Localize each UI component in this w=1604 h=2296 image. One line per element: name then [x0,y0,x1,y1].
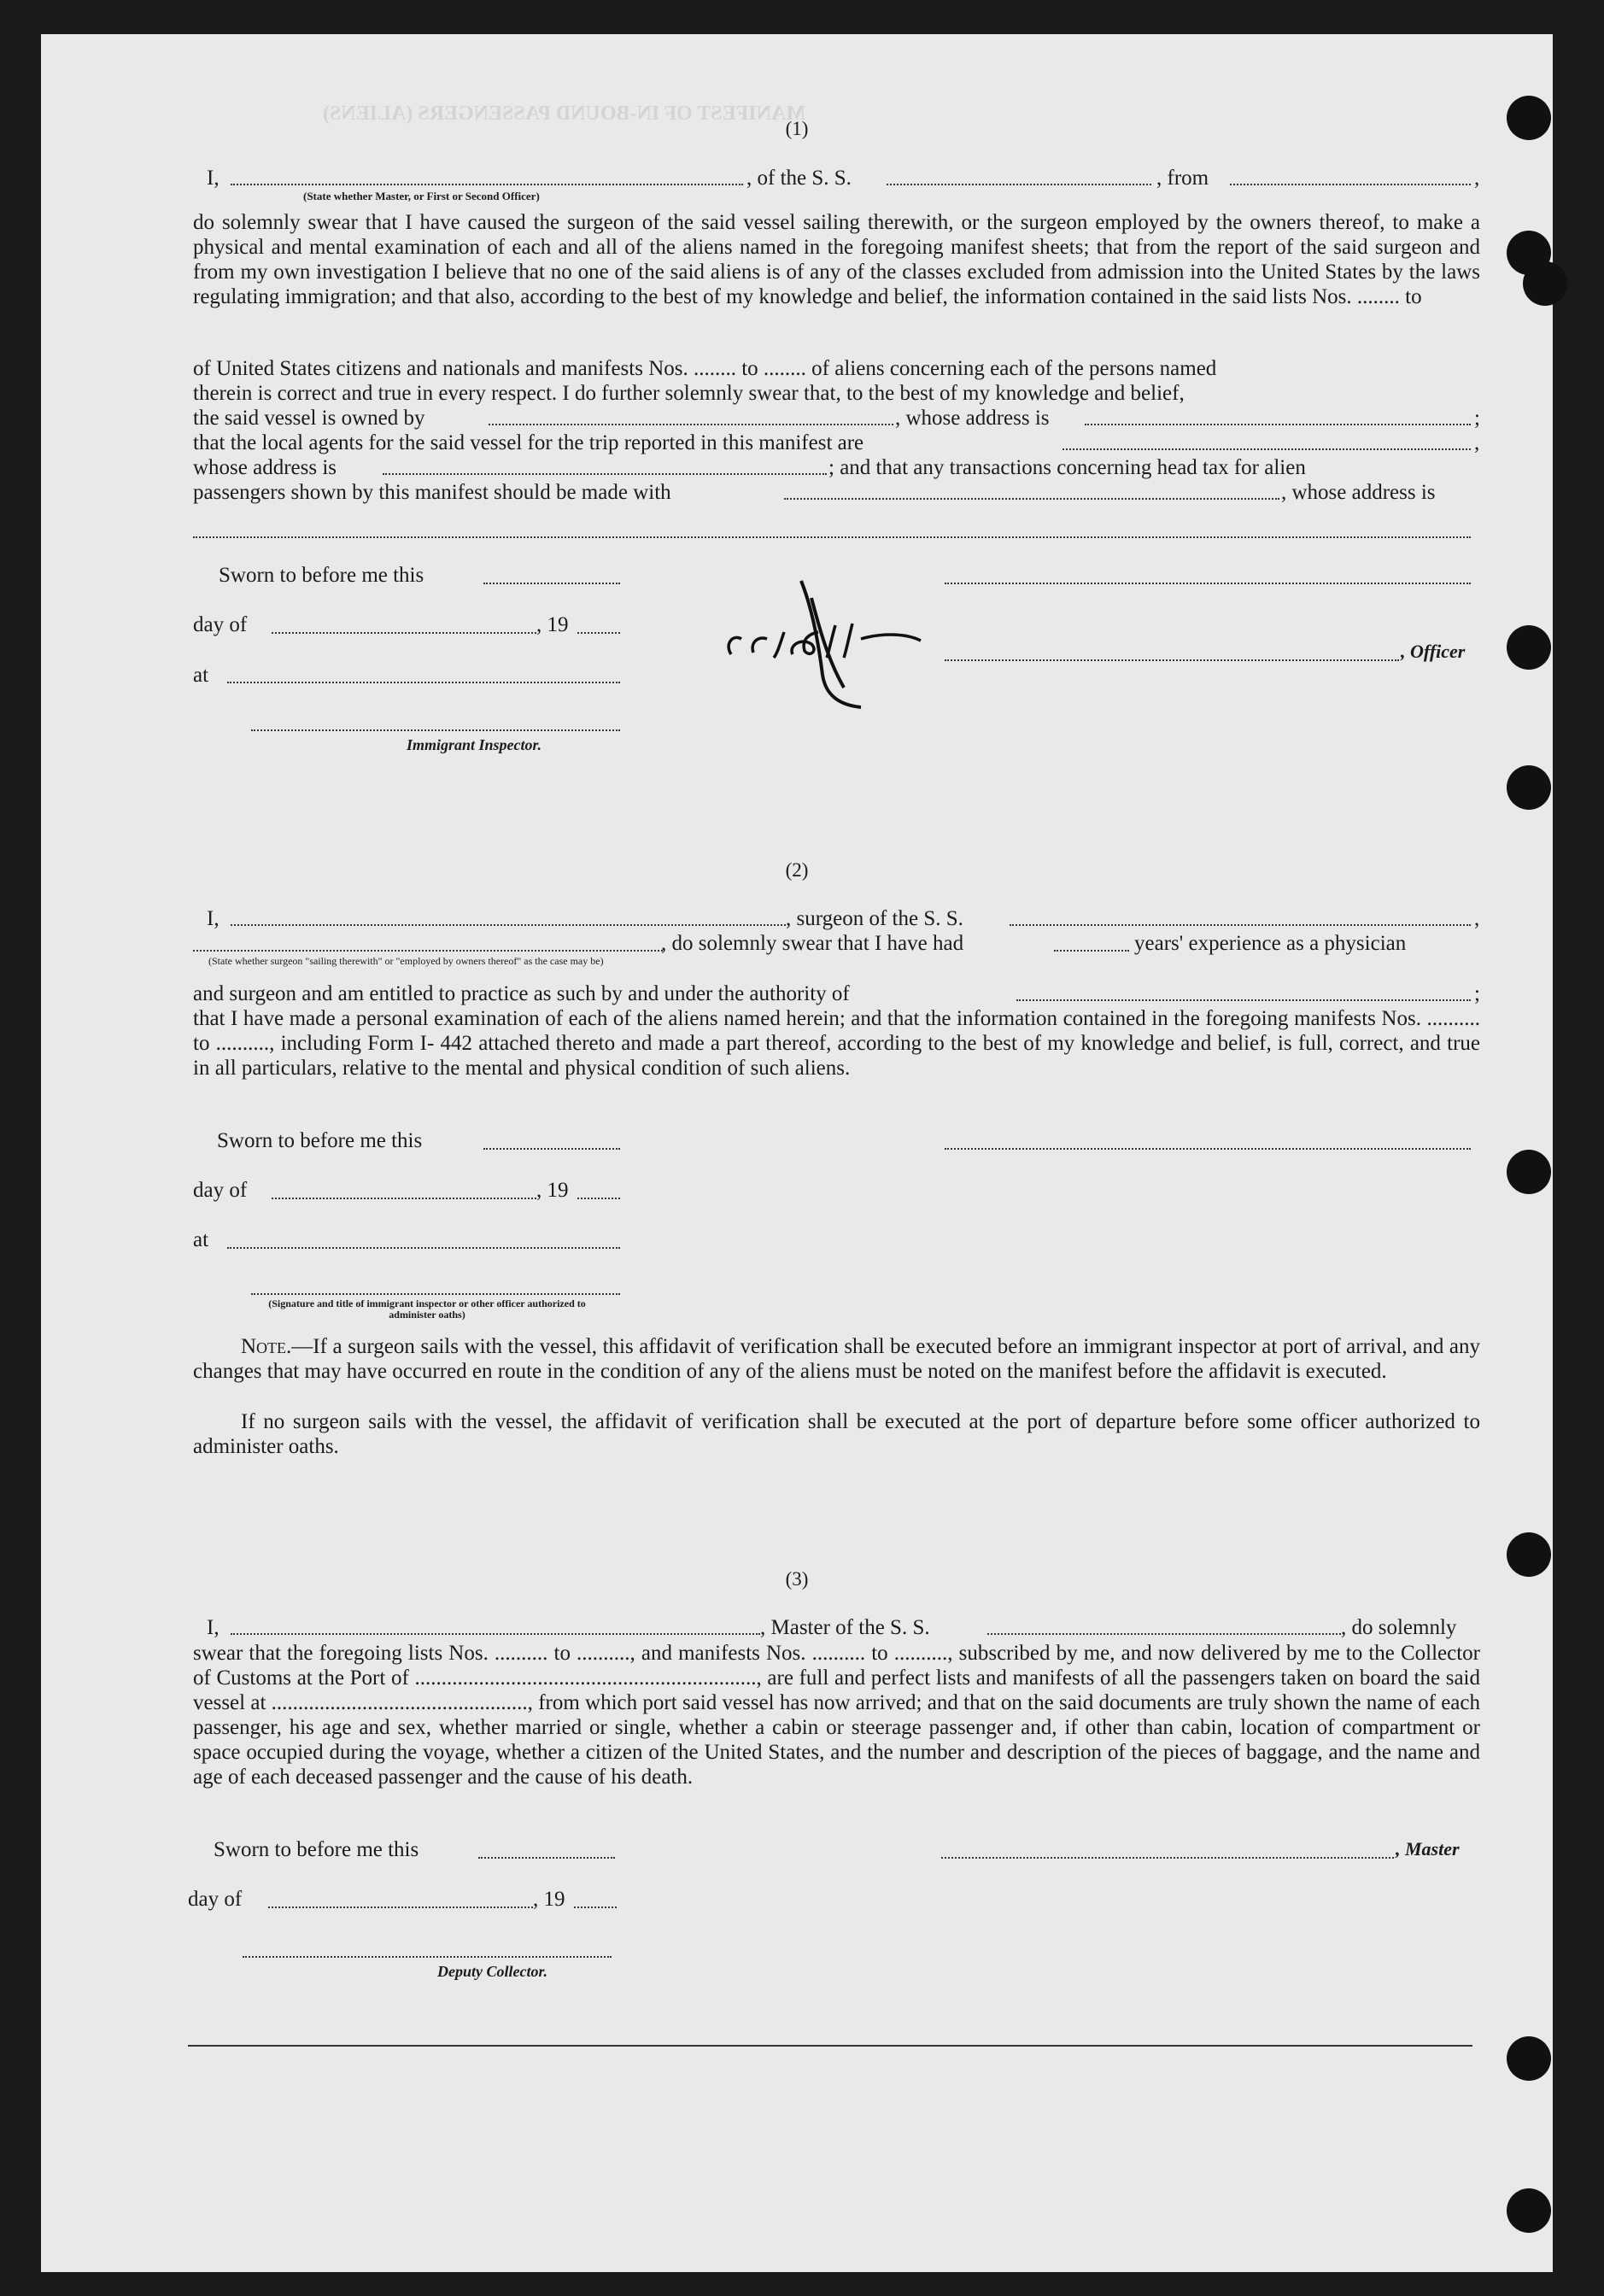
s1-officer-name-field[interactable] [231,184,743,185]
s2-note [193,1334,1480,1384]
s2-I-label: I, [207,907,220,930]
manifest-page [41,34,1553,2272]
s2-at-label: at [193,1228,209,1251]
s1-head-tax-label: ; and that any transactions concerning head tax for alien [828,456,1306,479]
s1-head-tax-agent-field[interactable] [784,498,1279,500]
s3-vessel-field[interactable] [987,1633,1341,1635]
s1-passengers-address-label: , whose address is [1281,481,1436,504]
s3-month-field[interactable] [268,1906,533,1908]
s3-paragraph: swear that the foregoing lists Nos. .......... to .........., and manifests Nos. .......... to .........., subscribed by me, and now delivered by me to the Collector of Customs at the Port of ................................................................, are full and perfect lists and manifests of all the passengers taken on board the said vessel at ................................................, from which port said vessel has now arrived; and that on the said documents are truly shown the name of each passenger, his age and sex, whether married or single, whether a cabin or steerage passenger and, if other than cabin, location of compartment or space occupied during the voyage, whether a citizen of the United States, and the number and description of the pieces of baggage, and the name and age of each deceased passenger and the cause of his death. [193,1642,1480,1789]
s2-month-field[interactable] [272,1198,536,1199]
s1-agents-address-field[interactable] [383,473,827,475]
punch-hole [1507,625,1551,670]
s2-note-2: If no surgeon sails with the vessel, the affidavit of verification shall be executed at the port of departure before some officer authorized to administer oaths. [193,1410,1480,1458]
s2-at-field[interactable] [227,1247,620,1249]
s1-officer-line[interactable] [945,659,1399,661]
section-1-number: (1) [785,118,809,139]
s1-comma: , [1474,167,1480,190]
s2-caption: (State whether surgeon "sailing therewith" or "employed by owners thereof" as the case may be) [208,955,604,967]
s2-year-label: , 19 [536,1179,569,1202]
handwritten-signature [588,572,929,726]
s1-owner-address-field[interactable] [1085,424,1471,425]
s1-I-label: I, [207,167,220,190]
s2-sworn-day-field[interactable] [483,1148,620,1150]
s1-correct-line: therein is correct and true in every respect. I do further solemnly swear that, to the best of my knowledge and belief, [193,382,1185,405]
s1-passengers-address-field[interactable] [193,536,1471,538]
s2-note-label: Note. [241,1335,292,1358]
s1-passengers-label: passengers shown by this manifest should be made with [193,481,671,504]
s1-vessel-field[interactable] [887,184,1151,185]
s2-surgeon-label: , surgeon of the S. S. [786,907,963,930]
s1-from-field[interactable] [1230,184,1471,185]
s1-oath-paragraph: do solemnly swear that I have caused the surgeon of the said vessel sailing therewith, or the surgeon employed by the owners thereof, to make a physical and mental examination of each and all of the aliens named in the foregoing manifest sheets; that from the report of the said surgeon and from my own investigation I believe that no one of the said aliens is of any of the classes excluded from admission into the United States by the laws regulating immigration; and that also, according to the best of my knowledge and belief, the information contained in the said lists Nos. ........ to [193,211,1480,308]
s1-officer-label: , Officer [1401,641,1466,662]
s1-at-field[interactable] [227,682,620,683]
s3-collector-signature-field[interactable] [243,1956,612,1958]
s2-authority-label: and surgeon and am entitled to practice as such by and under the authority of [193,982,850,1005]
s1-semicolon: ; [1474,407,1480,430]
s1-owned-label: the said vessel is owned by [193,407,425,430]
s1-comma-2: , [1474,431,1480,454]
s3-master-label: , Master of the S. S. [760,1616,930,1639]
s2-swear-label: , do solemnly swear that I have had [661,932,964,955]
s2-inspector-signature-field[interactable] [251,1293,620,1295]
bleed-through-header: MANIFEST OF IN-BOUND PASSENGERS (ALIENS) [323,102,805,125]
s2-vessel-field[interactable] [1010,924,1471,926]
s1-at-label: at [193,664,209,687]
s1-caption: (State whether Master, or First or Second Officer) [303,190,540,202]
s2-sworn-label: Sworn to before me this [217,1129,423,1152]
s2-note-text: —If a surgeon sails with the vessel, this affidavit of verification shall be executed before an immigrant inspector at port of arrival, and any changes that may have occurred en route in the condition of any of the aliens must be noted on the manifest before the affidavit is executed. [193,1335,1480,1383]
s2-years-field[interactable] [1054,950,1129,952]
s1-year-label: , 19 [536,613,569,636]
punch-hole [1507,2036,1551,2081]
s1-inspector-label: Immigrant Inspector. [407,736,542,753]
s2-semicolon: ; [1474,982,1480,1005]
s1-owner-field[interactable] [489,424,893,425]
s1-whose-address-label: whose address is [193,456,337,479]
s2-authority-field[interactable] [1016,999,1471,1001]
s3-year-label: , 19 [533,1888,565,1911]
s1-sworn-label: Sworn to before me this [219,564,424,587]
s1-agents-field[interactable] [1063,448,1471,450]
s3-master-name-field[interactable] [231,1633,760,1635]
s3-year-field[interactable] [574,1906,617,1908]
s1-day-of-label: day of [193,613,248,636]
s2-surgeon-name-field[interactable] [231,924,786,926]
s3-master-signature-field[interactable] [941,1857,1394,1859]
s3-sworn-label: Sworn to before me this [214,1838,419,1861]
punch-hole [1507,1150,1551,1194]
s2-role-field[interactable] [193,950,663,952]
s2-years-label: years' experience as a physician [1134,932,1407,955]
s1-citizens-line: of United States citizens and nationals and manifests Nos. ........ to ........ of aliens concerning each of the persons named [193,357,1217,380]
section-2-number: (2) [785,859,809,881]
s1-of-ss-label: , of the S. S. [746,167,852,190]
s1-officer-signature-field[interactable] [945,583,1471,584]
s1-from-label: , from [1156,167,1209,190]
s3-sworn-day-field[interactable] [478,1857,615,1859]
s3-I-label: I, [207,1616,220,1639]
s2-year-field[interactable] [577,1198,620,1199]
s2-day-of-label: day of [193,1179,248,1202]
s1-owner-address-label: , whose address is [895,407,1050,430]
s2-comma: , [1474,907,1480,930]
s1-month-field[interactable] [272,632,536,634]
s2-surgeon-signature-field[interactable] [945,1148,1471,1150]
s3-solemnly-label: , do solemnly [1341,1616,1457,1639]
punch-hole [1507,765,1551,810]
s2-paragraph: that I have made a personal examination of each of the aliens named herein; and that the information contained in the foregoing manifests Nos. .......... to .........., including Form I- 442 attached thereto and made a part thereof, according to the best of my knowledge and belief, is full, correct, and true in all particulars, relative to the mental and physical condition of such aliens. [193,1007,1480,1080]
s2-signature-caption: (Signature and title of immigrant inspector or other officer authorized to administer oaths) [268,1297,586,1321]
s1-agents-label: that the local agents for the said vessel for the trip reported in this manifest are [193,431,864,454]
s3-day-of-label: day of [188,1888,243,1911]
bottom-rule [188,2045,1472,2047]
s3-master-label-sig: , Master [1396,1838,1460,1860]
section-3-number: (3) [785,1568,809,1590]
punch-hole [1507,2188,1551,2233]
s1-inspector-signature-field[interactable] [251,729,620,731]
punch-hole [1523,261,1567,306]
s3-collector-label: Deputy Collector. [437,1963,547,1980]
